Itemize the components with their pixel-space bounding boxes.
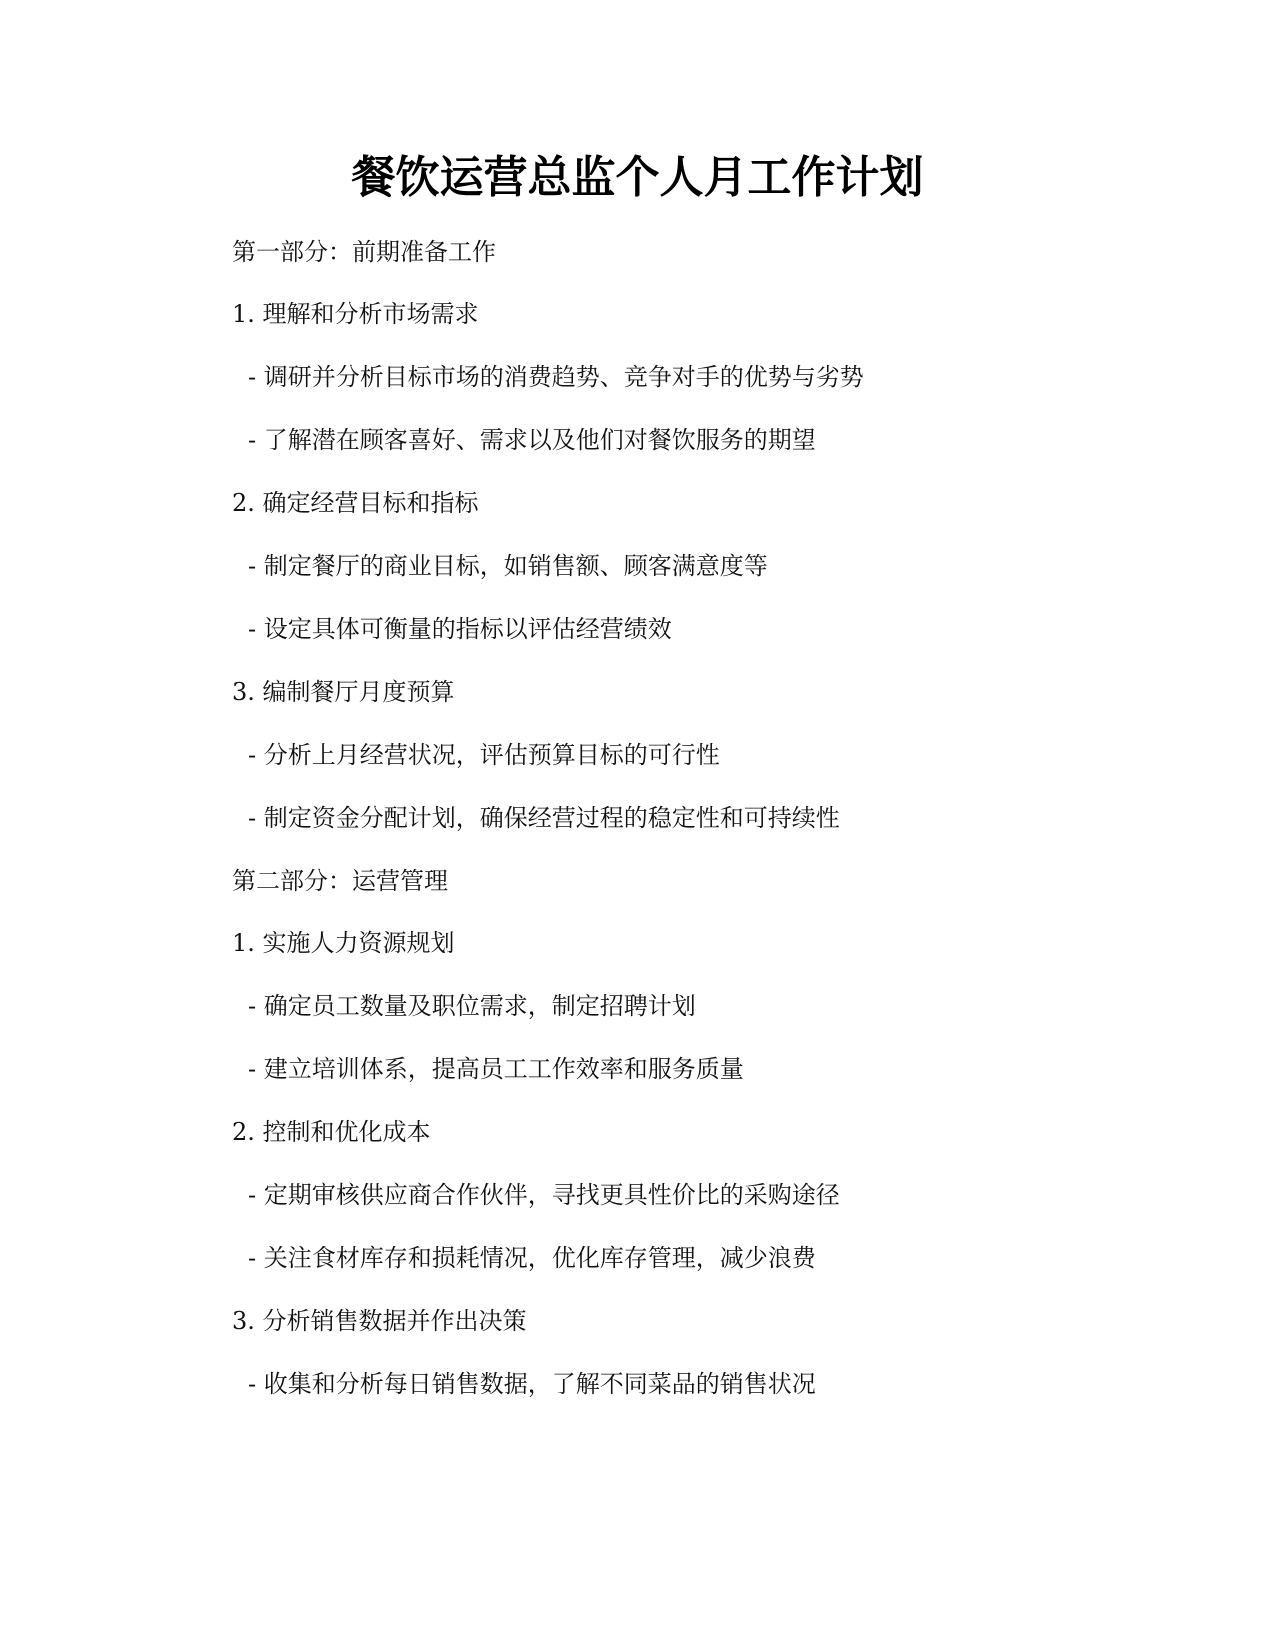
item-heading: 1. 理解和分析市场需求	[232, 300, 479, 328]
item-heading: 2. 控制和优化成本	[232, 1118, 431, 1146]
section-heading-2: 第二部分：运营管理	[232, 867, 448, 895]
bullet-line: - 调研并分析目标市场的消费趋势、竞争对手的优势与劣势	[248, 363, 864, 391]
bullet-line: - 设定具体可衡量的指标以评估经营绩效	[248, 615, 672, 643]
bullet-line: - 制定资金分配计划，确保经营过程的稳定性和可持续性	[248, 804, 840, 832]
item-heading: 3. 编制餐厅月度预算	[232, 678, 455, 706]
item-heading: 3. 分析销售数据并作出决策	[232, 1307, 527, 1335]
bullet-line: - 建立培训体系，提高员工工作效率和服务质量	[248, 1055, 744, 1083]
item-heading: 1. 实施人力资源规划	[232, 929, 455, 957]
bullet-line: - 确定员工数量及职位需求，制定招聘计划	[248, 992, 696, 1020]
bullet-line: - 了解潜在顾客喜好、需求以及他们对餐饮服务的期望	[248, 426, 816, 454]
bullet-line: - 分析上月经营状况，评估预算目标的可行性	[248, 741, 720, 769]
bullet-line: - 关注食材库存和损耗情况，优化库存管理，减少浪费	[248, 1244, 816, 1272]
section-heading-1: 第一部分：前期准备工作	[232, 238, 496, 266]
bullet-line: - 制定餐厅的商业目标，如销售额、顾客满意度等	[248, 552, 768, 580]
item-heading: 2. 确定经营目标和指标	[232, 489, 479, 517]
bullet-line: - 定期审核供应商合作伙伴，寻找更具性价比的采购途径	[248, 1181, 840, 1209]
document-title: 餐饮运营总监个人月工作计划	[351, 152, 924, 203]
bullet-line: - 收集和分析每日销售数据，了解不同菜品的销售状况	[248, 1370, 816, 1398]
